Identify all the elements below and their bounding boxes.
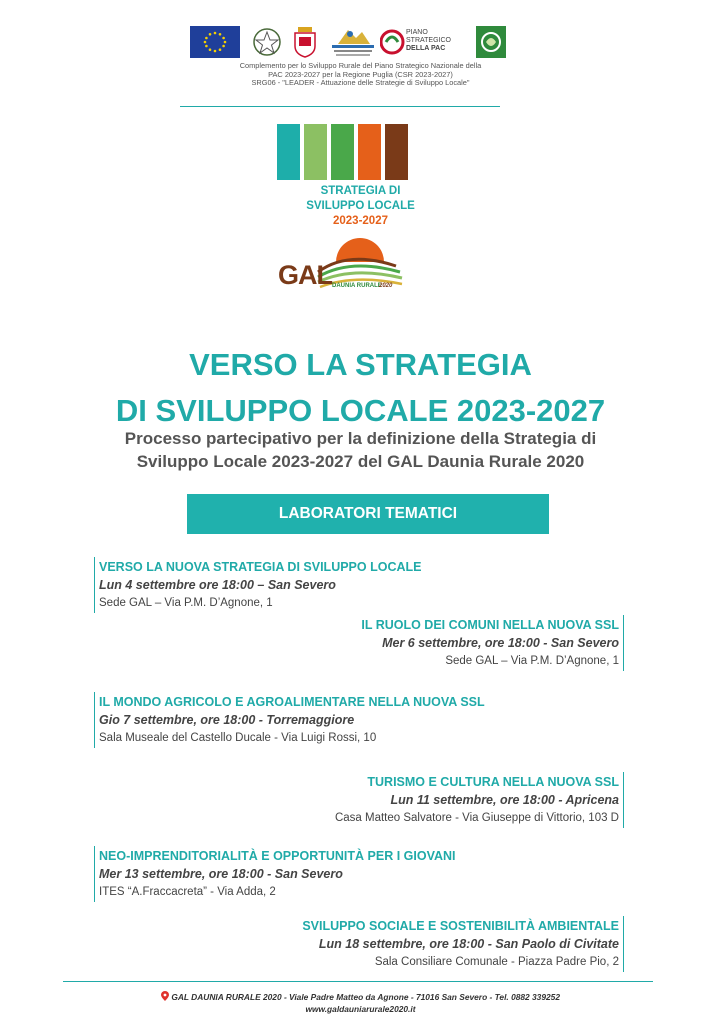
title-line1: VERSO LA STRATEGIA xyxy=(189,347,532,382)
top-divider xyxy=(180,106,500,107)
event-item-5 xyxy=(94,846,460,902)
event-place: Sede GAL – Via P.M. D’Agnone, 1 xyxy=(445,655,619,667)
gal-logo-sub: DAUNIA RURALE xyxy=(332,283,382,289)
footer-address: GAL DAUNIA RURALE 2020 - Viale Padre Matteo da Agnone - 71016 San Severo - Tel. 0882 339252 xyxy=(171,992,560,1002)
section-label-banner: LABORATORI TEMATICI xyxy=(187,494,549,534)
event-title: VERSO LA NUOVA STRATEGIA DI SVILUPPO LOCALE xyxy=(99,560,422,574)
event-place: Casa Matteo Salvatore - Via Giuseppe di Vittorio, 103 D xyxy=(334,812,619,824)
feasr-logo-icon xyxy=(330,26,376,58)
bar-orange xyxy=(358,124,381,180)
event-date: Mer 13 settembre, ore 18:00 - San Severo xyxy=(99,867,343,881)
event-title: IL RUOLO DEI COMUNI NELLA NUOVA SSL xyxy=(361,618,619,632)
strategy-line1: STRATEGIA DI xyxy=(320,185,401,197)
strategy-color-bars xyxy=(277,124,409,180)
complement-line3: SRG06 - "LEADER - Attuazione delle Strategie di Sviluppo Locale" xyxy=(251,78,470,88)
event-place: Sala Museale del Castello Ducale - Via Luigi Rossi, 10 xyxy=(99,732,377,744)
strategy-logo-text xyxy=(0,184,721,229)
event-date: Lun 18 settembre, ore 18:00 - San Paolo di Civitate xyxy=(318,937,619,951)
footer-website[interactable]: www.galdauniarurale2020.it xyxy=(305,1004,416,1014)
emblem-icon xyxy=(250,26,284,58)
subtitle xyxy=(0,427,721,473)
puglia-emblem-icon xyxy=(292,26,318,58)
event-item-3 xyxy=(94,692,489,748)
gal-logo-text: GAL xyxy=(278,260,332,290)
event-item-6 xyxy=(298,916,624,972)
event-item-2 xyxy=(357,615,624,671)
title-line2: DI SVILUPPO LOCALE 2023-2027 xyxy=(115,393,606,428)
event-title: IL MONDO AGRICOLO E AGROALIMENTARE NELLA NUOVA SSL xyxy=(99,695,485,709)
event-date: Lun 11 settembre, ore 18:00 - Apricena xyxy=(390,793,619,807)
event-title: SVILUPPO SOCIALE E SOSTENIBILITÀ AMBIENTALE xyxy=(302,919,619,933)
event-item-4 xyxy=(331,772,624,828)
complement-line1: Complemento per lo Sviluppo Rurale del Piano Strategico Nazionale della xyxy=(239,61,482,70)
pac-title-line1: PIANO STRATEGICO xyxy=(406,29,451,44)
event-date: Mer 6 settembre, ore 18:00 - San Severo xyxy=(382,636,619,650)
bar-teal xyxy=(277,124,300,180)
strategy-line3: 2023-2027 xyxy=(333,215,388,227)
event-title: TURISMO E CULTURA NELLA NUOVA SSL xyxy=(367,775,619,789)
page-title xyxy=(0,342,721,434)
event-place: ITES “A.Fraccacreta” - Via Adda, 2 xyxy=(99,886,276,898)
bar-brown xyxy=(385,124,408,180)
event-place: Sala Consiliare Comunale - Piazza Padre Pio, 2 xyxy=(374,956,619,968)
pac-title-line2: DELLA PAC xyxy=(406,45,446,52)
event-place: Sede GAL – Via P.M. D’Agnone, 1 xyxy=(99,597,273,609)
complement-line2: PAC 2023-2027 per la Regione Puglia (CSR 2023-2027) xyxy=(268,69,453,79)
gal-logo xyxy=(278,236,408,294)
bar-green xyxy=(331,124,354,180)
event-date: Gio 7 settembre, ore 18:00 - Torremaggiore xyxy=(99,713,355,727)
eu-flag-icon xyxy=(190,26,240,58)
strategy-line2: SVILUPPO LOCALE xyxy=(306,200,415,212)
footer xyxy=(0,991,721,1015)
event-date: Lun 4 settembre ore 18:00 – San Severo xyxy=(99,578,336,592)
pac-logo-icon xyxy=(380,26,470,58)
event-title: NEO-IMPRENDITORIALITÀ E OPPORTUNITÀ PER I GIOVANI xyxy=(99,849,456,863)
complement-text xyxy=(0,62,721,88)
bar-light-green xyxy=(304,124,327,180)
subtitle-line1: Processo partecipativo per la definizione della Strategia di xyxy=(124,429,597,448)
gal-logo-year: 2020 xyxy=(379,283,393,289)
map-pin-icon xyxy=(161,992,171,1002)
event-item-1 xyxy=(94,557,425,613)
subtitle-line2: Sviluppo Locale 2023-2027 del GAL Daunia Rurale 2020 xyxy=(136,452,585,471)
leader-logo-icon xyxy=(476,26,506,58)
bottom-divider xyxy=(63,981,653,982)
